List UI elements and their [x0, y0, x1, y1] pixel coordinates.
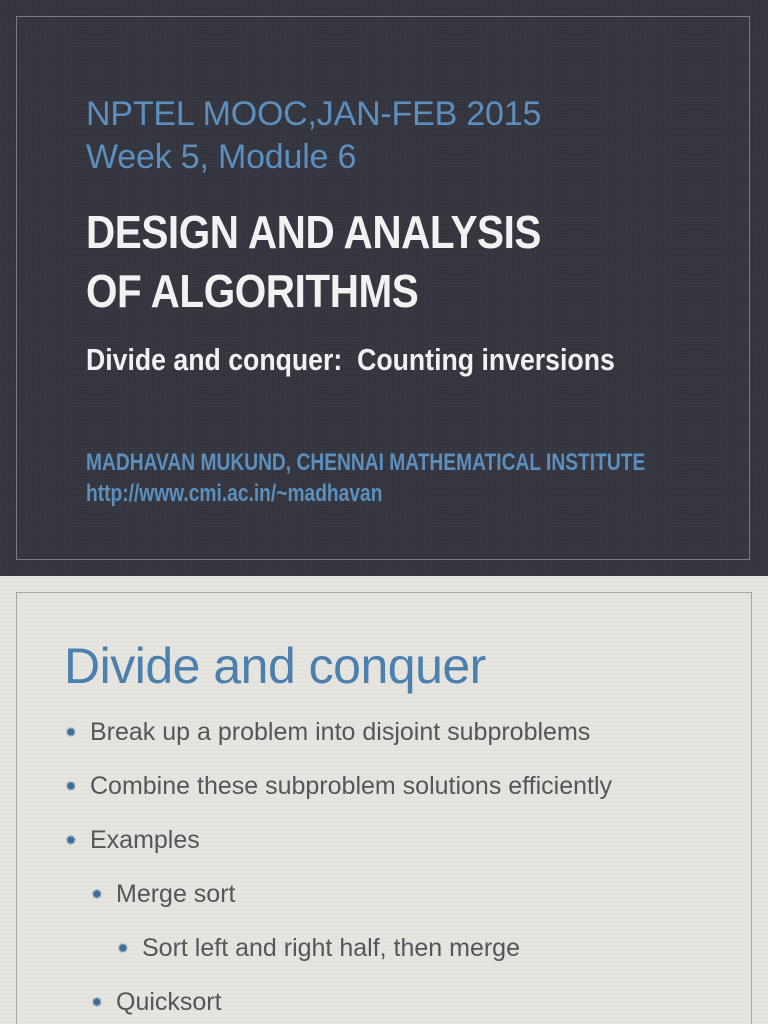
content-slide[interactable] [0, 576, 768, 1024]
asterisk-bullet-icon: ✹ [91, 994, 103, 1010]
bullet-item [117, 932, 520, 964]
bullet-text: Merge sort [116, 880, 236, 908]
module-label: Week 5, Module 6 [86, 138, 357, 176]
asterisk-bullet-icon: ✹ [65, 724, 77, 740]
course-title-line-2: OF ALGORITHMS [86, 265, 419, 317]
bullet-item [91, 878, 236, 910]
bullet-text: Examples [90, 826, 200, 854]
bullet-text: Break up a problem into disjoint subproblems [90, 718, 591, 746]
course-name: NPTEL MOOC,JAN-FEB 2015 [86, 95, 542, 133]
asterisk-bullet-icon: ✹ [65, 778, 77, 794]
bullet-text: Combine these subproblem solutions efficiently [90, 772, 613, 800]
asterisk-bullet-icon: ✹ [117, 940, 129, 956]
bullet-item [65, 824, 200, 856]
lecture-subtitle: Divide and conquer: Counting inversions [86, 342, 615, 377]
content-slide-title: Divide and conquer [64, 638, 486, 694]
bullet-text: Quicksort [116, 988, 222, 1016]
author-url-link[interactable]: http://www.cmi.ac.in/~madhavan [86, 480, 383, 507]
asterisk-bullet-icon: ✹ [65, 832, 77, 848]
course-title-line-1: DESIGN AND ANALYSIS [86, 206, 541, 258]
bullet-item [91, 986, 222, 1018]
bullet-item [65, 716, 591, 748]
bullet-item [65, 770, 613, 802]
bullet-text: Sort left and right half, then merge [142, 934, 520, 962]
asterisk-bullet-icon: ✹ [91, 886, 103, 902]
author-affiliation: MADHAVAN MUKUND, CHENNAI MATHEMATICAL INSTITUTE [86, 449, 646, 476]
